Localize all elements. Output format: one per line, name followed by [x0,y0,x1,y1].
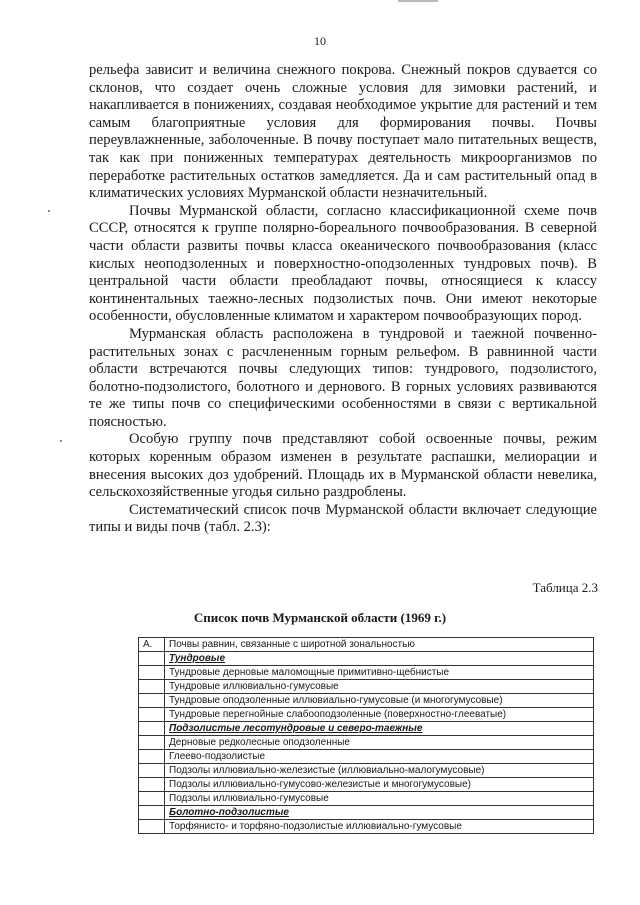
table-row [139,778,594,792]
row-marker [139,764,165,778]
row-marker [139,806,165,820]
row-marker [139,708,165,722]
row-marker [139,736,165,750]
row-marker: А. [139,638,165,652]
soil-type: Подзолы иллювиально-гумусовые [165,792,594,806]
table-title: Список почв Мурманской области (1969 г.) [193,610,447,625]
table-row [139,722,594,736]
soil-type: Дерновые редколесные оподзоленные [165,736,594,750]
soil-type: Тундровые оподзоленные иллювиально-гумусовые (и многогумусовые) [165,694,594,708]
scan-speck [48,210,50,212]
table-row [139,806,594,820]
table-row [139,736,594,750]
soil-group-heading: Болотно-подзолистые [165,806,594,820]
soil-type: Тундровые иллювиально-гумусовые [165,680,594,694]
paragraph: рельефа зависит и величина снежного покрова. Снежный покров сдувается со склонов, что создает очень сложные условия для зимовки растений, и накапливается в понижениях, создавая необходимое укрытие для растений и тем самым благоприятные условия для формирования почвы. Почвы переувлажненные, заболоченные. В почву поступает мало питательных веществ, так как при пониженных температурах деятельность микроорганизмов по переработке растительных остатков замедляется. Да и сам растительный опад в климатических условиях Мурманской области незначительный. [89,62,597,202]
page-number: 10 [314,34,326,48]
paragraph: Почвы Мурманской области, согласно классификационной схеме почв СССР, относятся к группе полярно-бореального почвообразования. В северной части области развиты почвы класса океанического почвообразования (класс кислых неоподзоленных и поверхностно-оподзоленных тундровых почв). В центральной части области преобладают почвы, относящиеся к классу континентальных таежно-лесных подзолистых почв. Они имеют некоторые особенности, обусловленные климатом и характером почвообразующих пород. [89,202,597,325]
soil-group-heading: Тундровые [165,652,594,666]
row-marker [139,652,165,666]
soil-type: Подзолы иллювиально-гумусово-железистые и многогумусовые) [165,778,594,792]
scan-speck [60,440,62,442]
row-marker [139,680,165,694]
row-marker [139,750,165,764]
soil-type: Торфянисто- и торфяно-подзолистые иллювиально-гумусовые [165,820,594,834]
table-label: Таблица 2.3 [532,580,598,595]
table-row [139,666,594,680]
paragraph: Систематический список почв Мурманской области включает следующие типы и виды почв (табл. 2.3): [89,501,597,536]
soil-type: Подзолы иллювиально-железистые (иллювиально-малогумусовые) [165,764,594,778]
paragraph: Особую группу почв представляют собой освоенные почвы, режим которых коренным образом изменен в результате распашки, мелиорации и внесения высоких доз удобрений. Площадь их в Мурманской области невелика, сельскохозяйственные угодья сильно раздроблены. [89,431,597,501]
row-marker [139,778,165,792]
table-row [139,792,594,806]
row-marker [139,722,165,736]
table-row [139,820,594,834]
scan-artifact [398,0,438,2]
soil-group-heading: Подзолистые лесотундровые и северо-таежные [165,722,594,736]
table-row [139,708,594,722]
paragraph: Мурманская область расположена в тундровой и таежной почвенно-растительных зонах с расчлененным горным рельефом. В равнинной части области встречаются почвы следующих типов: тундрового, подзолистого, болотно-подзолистого, болотного и дернового. В горных условиях развиваются те же типы почв со специфическими особенностями в связи с вертикальной поясностью. [89,325,597,430]
table-row [139,764,594,778]
soil-type: Тундровые перегнойные слабооподзоленные (поверхностно-глееватые) [165,708,594,722]
table-row [139,652,594,666]
body-text [89,62,597,537]
table-row [139,680,594,694]
table-row [139,638,594,652]
soil-type: Тундровые дерновые маломощные примитивно-щебнистые [165,666,594,680]
table-row [139,694,594,708]
table-row [139,750,594,764]
row-marker [139,820,165,834]
soil-table [138,637,594,834]
row-marker [139,666,165,680]
soil-type: Почвы равнин, связанные с широтной зональностью [165,638,594,652]
row-marker [139,694,165,708]
row-marker [139,792,165,806]
soil-type: Глеево-подзолистые [165,750,594,764]
